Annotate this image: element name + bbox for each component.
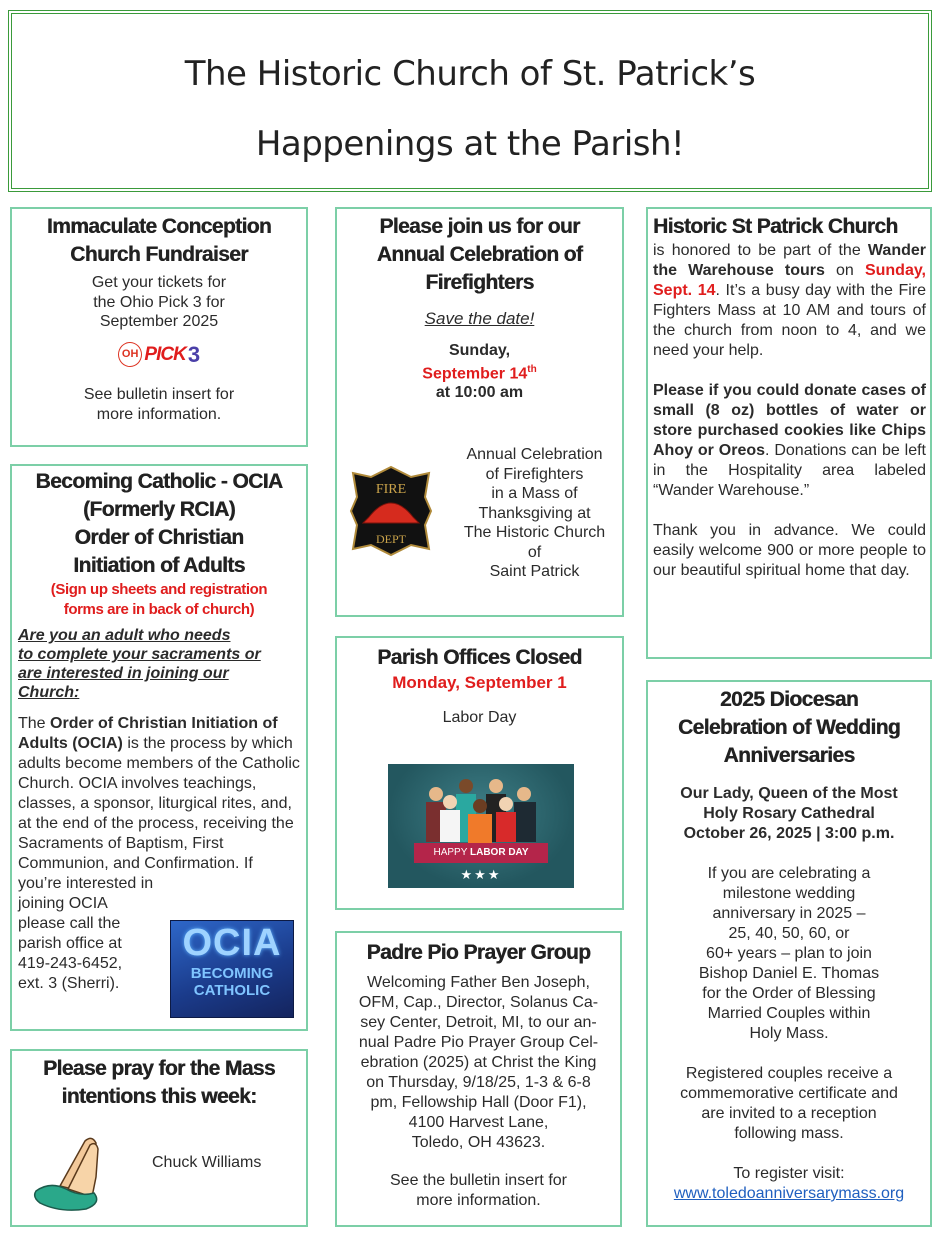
wedding-body: Bishop Daniel E. Thomas [698,965,880,982]
ocia-box [10,464,308,1031]
fire-time: at 10:00 am [435,383,524,401]
fundraiser-box [10,207,308,447]
workers-illustration-icon [388,764,574,844]
wedding-body: are invited to a reception [701,1105,877,1122]
firefighters-box [335,207,624,617]
padre-line: pm, Fellowship Hall (Door F1), [370,1094,587,1111]
padre-line: 4100 Harvest Lane, [408,1114,549,1131]
pray-heading-1: Please pray for the Mass [43,1057,275,1080]
padre-pio-box [335,931,622,1227]
ocia-paragraph: The Order of Christian Initiation of Adults (OCIA) is the process by which adults become members of the Catholic Church. OCIA involves teachings, classes, a sponsor, liturgical rites, and, at the end of the process, receiving the Sacraments of Baptism, First Communion, and Confirmation. If you’re interested in [18,715,300,892]
ocia-heading-2: (Formerly RCIA) [82,498,236,521]
ocia-question: are interested in joining our [18,665,229,682]
wedding-body: 25, 40, 50, 60, or [728,925,850,942]
fire-desc: in a Mass of [491,485,578,502]
wander-date: Sunday, Sept. 14 [653,262,926,299]
wander-paragraph-3: Thank you in advance. We could easily welcome 900 or more people to our beautiful spiritual home that day. [653,522,926,579]
closed-date: Monday, September 1 [392,673,567,692]
fire-desc: The Historic Church [463,524,606,541]
offices-closed-box [335,636,624,910]
wedding-location: Our Lady, Queen of the Most [680,785,898,802]
wedding-heading-3: Anniversaries [723,744,855,767]
wedding-datetime: October 26, 2025 | 3:00 p.m. [683,825,895,842]
ocia-phone[interactable]: 419-243-6452, [18,955,123,972]
wedding-body: If you are celebrating a [707,865,871,882]
pick-number: 3 [187,341,201,367]
padre-heading: Padre Pio Prayer Group [366,941,591,964]
ohio-pick3-logo [118,342,200,368]
closed-holiday: Labor Day [442,709,517,726]
fire-heading-3: Firefighters [425,271,534,294]
wander-heading: Historic St Patrick Church [653,215,898,238]
ocia-contact: joining OCIA [18,895,108,912]
wedding-body: Registered couples receive a [685,1065,893,1082]
fire-date: September 14th [422,363,537,382]
mass-intentions-box [10,1049,308,1227]
badge-dept-text: DEPT [376,532,406,546]
fire-desc: Annual Celebration [466,446,603,463]
badge-fire-text: FIRE [375,482,407,497]
ocia-becoming-catholic-image [170,920,294,1018]
ocia-logo-text: OCIA [182,922,282,964]
padre-line: Welcoming Father Ben Joseph, [367,974,590,991]
padre-line: on Thursday, 9/18/25, 1-3 & 6-8 [366,1074,591,1091]
ocia-question: Are you an adult who needs [18,627,231,644]
fundraiser-heading-2: Church Fundraiser [70,243,248,266]
fire-desc: of Firefighters [485,465,584,483]
fire-heading-2: Annual Celebration of [376,243,583,266]
ocia-contact: ext. 3 (Sherri). [18,975,120,992]
ocia-contact: please call the [18,915,121,932]
ocia-heading-4: Initiation of Adults [73,554,245,577]
wedding-body: commemorative certificate and [680,1085,898,1102]
padre-line: ebration (2025) at Christ the King [360,1054,597,1071]
ocia-notice: forms are in back of church) [63,601,255,618]
wedding-body: for the Order of Blessing [702,985,876,1002]
ocia-question: to complete your sacraments or [18,646,261,663]
wedding-body: milestone wedding [722,885,856,902]
wedding-heading-2: Celebration of Wedding [677,716,901,739]
ocia-contact: parish office at [18,935,122,952]
ocia-notice: (Sign up sheets and registration [50,581,268,598]
page-subtitle: Happenings at the Parish! [255,124,685,164]
wander-paragraph-2: Please if you could donate cases of small (8 oz) bottles of water or store purchased cookies like Chips Ahoy or Oreos. Donations can be left in the Hospitality area labeled “Wander Warehouse.” [653,382,926,499]
fundraiser-footer: See bulletin insert for [83,386,235,403]
fire-desc: Saint Patrick [489,563,580,580]
stars-icon: ★★★ [460,867,502,882]
padre-footer: more information. [416,1192,541,1209]
wander-warehouse-box [646,207,932,659]
wedding-body: anniversary in 2025 – [712,905,866,922]
fundraiser-footer: more information. [96,405,222,423]
pray-heading-2: intentions this week: [61,1085,257,1108]
fire-heading-1: Please join us for our [379,215,580,238]
fundraiser-heading-1: Immaculate Conception [46,215,272,238]
ocia-heading-3: Order of Christian [74,526,244,549]
wedding-body: 60+ years – plan to join [706,945,872,962]
wedding-register-link[interactable]: www.toledoanniversarymass.org [673,1185,905,1202]
ocia-question: Church: [18,684,80,701]
fire-day: Sunday, [448,341,511,359]
labor-day-image [388,764,574,888]
wedding-register-label: To register visit: [733,1165,845,1182]
fire-dept-badge-icon [349,463,433,559]
happy-labor-day-banner: HAPPY LABOR DAY [414,843,548,863]
ohio-lottery-icon: OH [118,342,143,368]
church-title: The Historic Church of St. Patrick’s [184,54,756,94]
pick-label: PICK [144,343,186,365]
padre-line: OFM, Cap., Director, Solanus Ca- [358,994,599,1011]
wander-paragraph-1: is honored to be part of the Wander the Warehouse tours on Sunday, Sept. 14. It’s a busy day with the Fire Fighters Mass at 10 AM and tours of the church from noon to 4, and we need your help. [653,242,927,359]
fire-desc: Thanksgiving at [478,504,591,522]
wedding-heading-1: 2025 Diocesan [719,688,859,711]
padre-line: nual Padre Pio Prayer Group Cel- [358,1034,599,1051]
padre-line: sey Center, Detroit, MI, to our an- [360,1014,597,1031]
closed-heading: Parish Offices Closed [377,646,582,669]
fundraiser-line: Get your tickets for [91,274,227,291]
wedding-body: following mass. [734,1125,844,1142]
praying-hands-icon [30,1131,120,1211]
ocia-name-bold: Order of Christian Initiation of Adults (OCIA) [18,715,278,752]
fundraiser-line: the Ohio Pick 3 for [93,293,225,311]
ocia-logo-line1: BECOMING [190,965,274,982]
padre-line: Toledo, OH 43623. [411,1134,546,1151]
ocia-heading-1: Becoming Catholic - OCIA [35,470,283,493]
wedding-body: Married Couples within [707,1005,871,1022]
save-the-date: Save the date! [424,309,535,328]
newsletter-header [8,10,932,192]
fire-desc: of [527,543,542,561]
wedding-anniversaries-box [646,680,932,1227]
wedding-location: Holy Rosary Cathedral [703,805,875,822]
intention-name: Chuck Williams [152,1154,262,1171]
wedding-body: Holy Mass. [749,1025,829,1042]
fundraiser-line: September 2025 [99,313,219,330]
padre-footer: See the bulletin insert for [390,1172,567,1189]
ocia-logo-line2: CATHOLIC [193,982,271,999]
